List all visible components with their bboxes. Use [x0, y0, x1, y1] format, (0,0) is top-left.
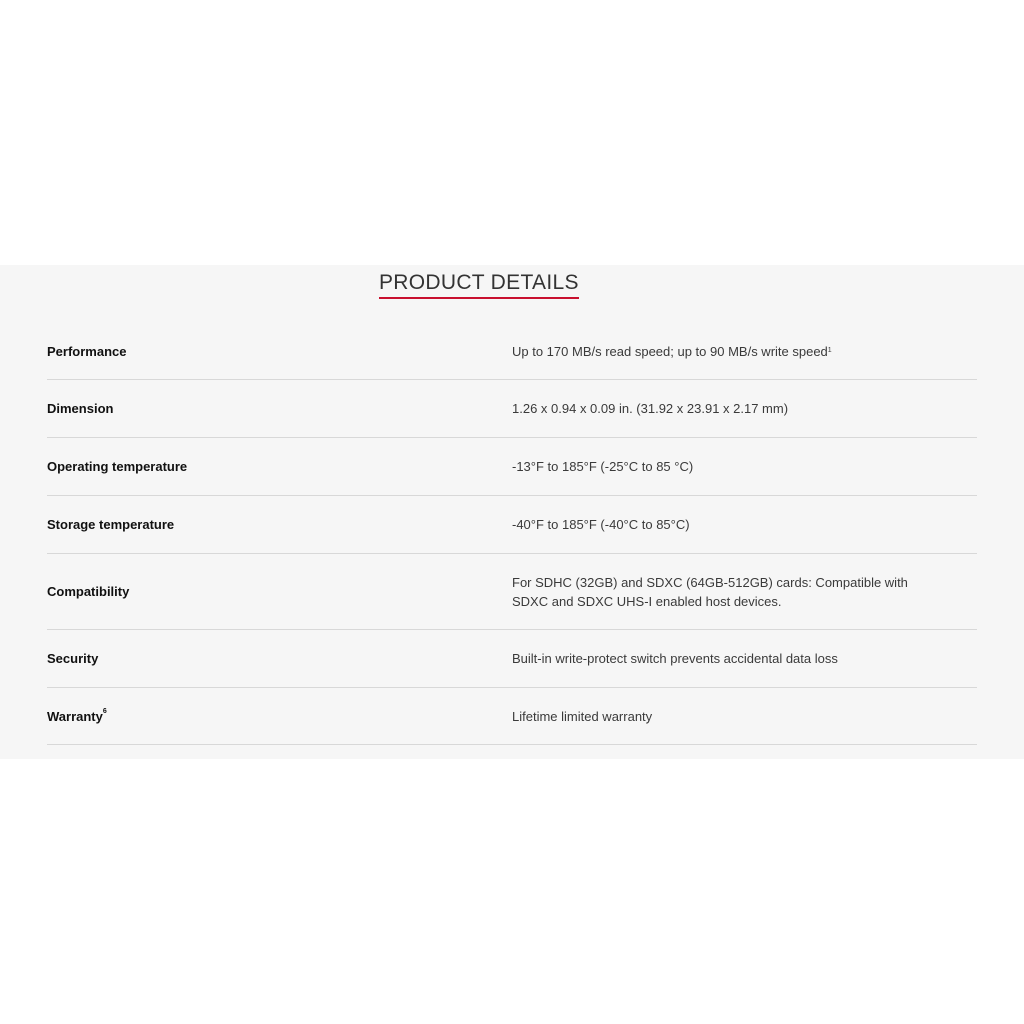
- spec-value: Up to 170 MB/s read speed; up to 90 MB/s write speed$^1$: [512, 343, 832, 359]
- spec-value: 1.26 x 0.94 x 0.09 in. (31.92 x 23.91 x 2.17 mm): [512, 401, 789, 416]
- spec-row-operating-temperature: [47, 438, 977, 496]
- section-title: PRODUCT DETAILS: [379, 270, 579, 299]
- spec-label: Security: [47, 651, 99, 666]
- spec-label: Operating temperature: [47, 459, 188, 474]
- spec-row-security: [47, 630, 977, 688]
- spec-value: Lifetime limited warranty: [512, 708, 653, 724]
- spec-label: Dimension: [47, 401, 114, 416]
- spec-value: For SDHC (32GB) and SDXC (64GB-512GB) cards: Compatible with SDXC and SDXC UHS-I enabled host devices.: [512, 574, 908, 609]
- spec-label: Storage temperature: [47, 517, 175, 532]
- spec-row-dimension: [47, 380, 977, 438]
- spec-value: -40°F to 185°F (-40°C to 85°C): [512, 517, 690, 532]
- footnote-link[interactable]: 1: [827, 346, 832, 354]
- spec-row-warranty: [47, 688, 977, 745]
- spec-row-compatibility: [47, 554, 977, 630]
- footnote-link[interactable]: 6: [102, 707, 107, 715]
- spec-label: Warranty$^6$: [47, 707, 107, 724]
- spec-label: Compatibility: [47, 584, 130, 599]
- spec-row-performance: [47, 323, 977, 380]
- spec-table: [47, 323, 977, 745]
- spec-value: -13°F to 185°F (-25°C to 85 °C): [512, 459, 694, 474]
- spec-row-storage-temperature: [47, 496, 977, 554]
- spec-value: Built-in write-protect switch prevents accidental data loss: [512, 651, 838, 666]
- spec-label: Performance: [47, 343, 127, 359]
